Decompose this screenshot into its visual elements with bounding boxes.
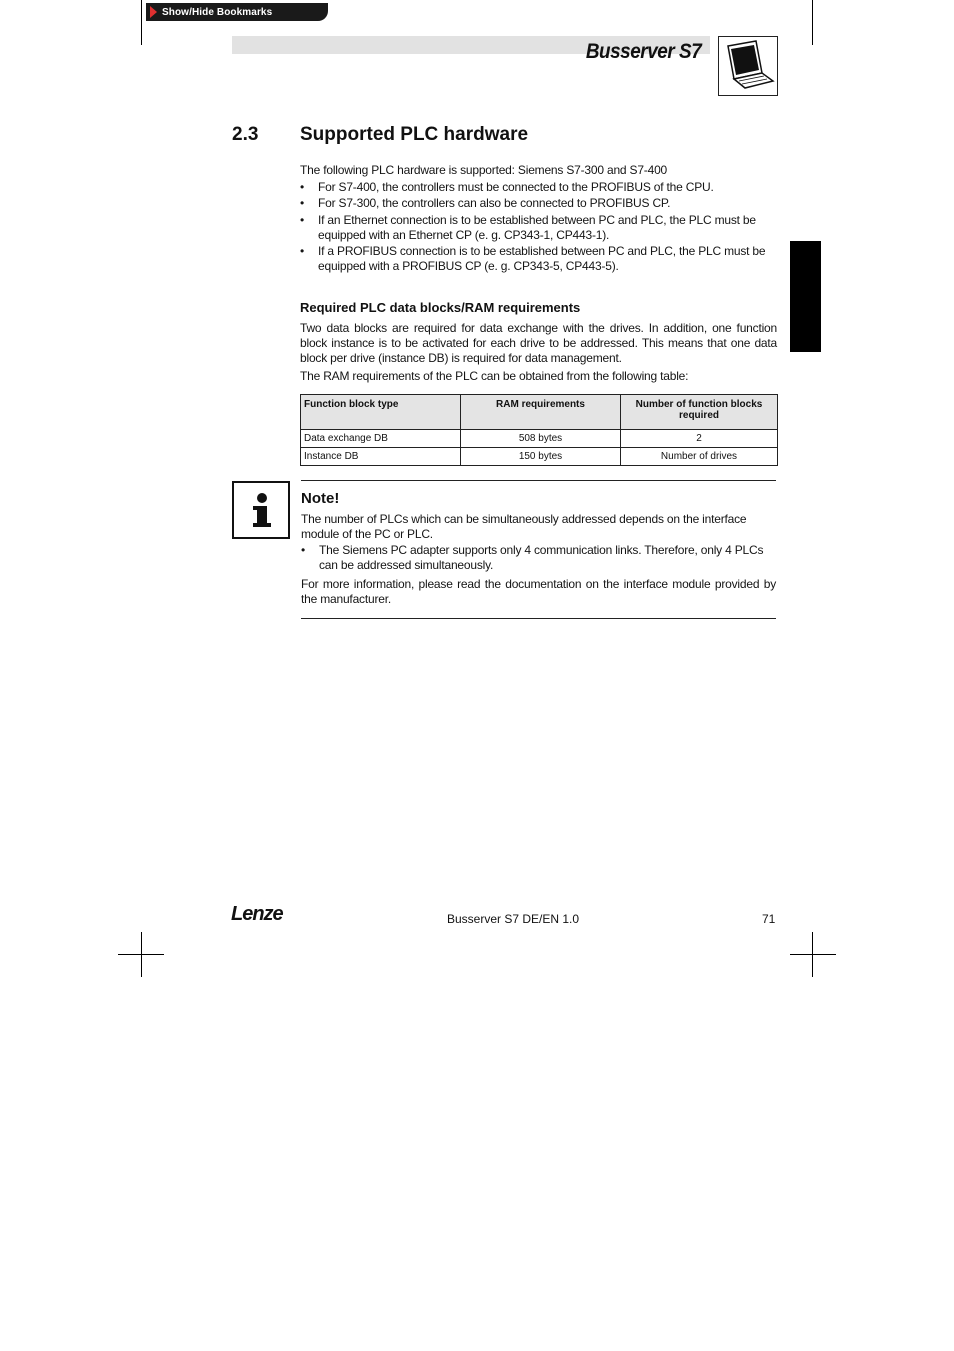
crop-mark xyxy=(812,0,813,45)
table-header-row xyxy=(301,395,778,430)
bullet-icon: • xyxy=(300,196,305,210)
crop-mark xyxy=(141,0,142,45)
bullet-icon: • xyxy=(300,244,305,258)
table-row xyxy=(301,448,778,466)
note-title: Note! xyxy=(301,490,340,507)
bullet-icon: • xyxy=(300,213,305,227)
table-row xyxy=(301,430,778,448)
section-title: Supported PLC hardware xyxy=(300,124,529,145)
header-title: Busserver S7 xyxy=(585,40,701,63)
info-icon xyxy=(232,481,290,539)
note-paragraph: For more information, please read the documentation on the interface module provided by the manufacturer. xyxy=(301,577,776,606)
table-cell: Data exchange DB xyxy=(301,430,461,448)
triangle-right-icon xyxy=(150,6,157,18)
chapter-tab xyxy=(790,241,821,352)
table-cell: Instance DB xyxy=(301,448,461,466)
lenze-logo: Lenze xyxy=(231,903,283,925)
table-header: RAM requirements xyxy=(461,395,621,430)
table-cell: Number of drives xyxy=(621,448,778,466)
table-cell: 150 bytes xyxy=(461,448,621,466)
ram-table xyxy=(300,394,778,466)
table-header: Number of function blocks required xyxy=(621,395,778,430)
crop-mark xyxy=(790,954,836,955)
ram-paragraph: Two data blocks are required for data exchange with the drives. In addition, one function block instance is to be activated for each drive to be addressed. This means that one data block per drive (instance DB) is required for data management. xyxy=(300,321,777,365)
divider xyxy=(301,480,776,481)
table-header: Function block type xyxy=(301,395,461,430)
table-cell: 2 xyxy=(621,430,778,448)
section-number: 2.3 xyxy=(232,124,259,145)
show-hide-bookmarks-button[interactable] xyxy=(146,3,328,21)
crop-mark xyxy=(118,954,164,955)
ram-paragraph: The RAM requirements of the PLC can be obtained from the following table: xyxy=(300,369,689,383)
subheading: Required PLC data blocks/RAM requirements xyxy=(300,300,581,315)
laptop-icon xyxy=(718,36,778,96)
bullet-icon: • xyxy=(300,180,305,194)
bullet-icon: • xyxy=(301,543,306,557)
page-number: 71 xyxy=(762,912,776,926)
bookmarks-label: Show/Hide Bookmarks xyxy=(162,6,273,18)
note-paragraph: The number of PLCs which can be simultaneously addressed depends on the interface module of the PC or PLC. xyxy=(301,512,747,541)
table-cell: 508 bytes xyxy=(461,430,621,448)
footer-document-id: Busserver S7 DE/EN 1.0 xyxy=(447,912,580,926)
divider xyxy=(301,618,776,619)
intro-text: The following PLC hardware is supported: Siemens S7-300 and S7-400 xyxy=(300,163,668,177)
